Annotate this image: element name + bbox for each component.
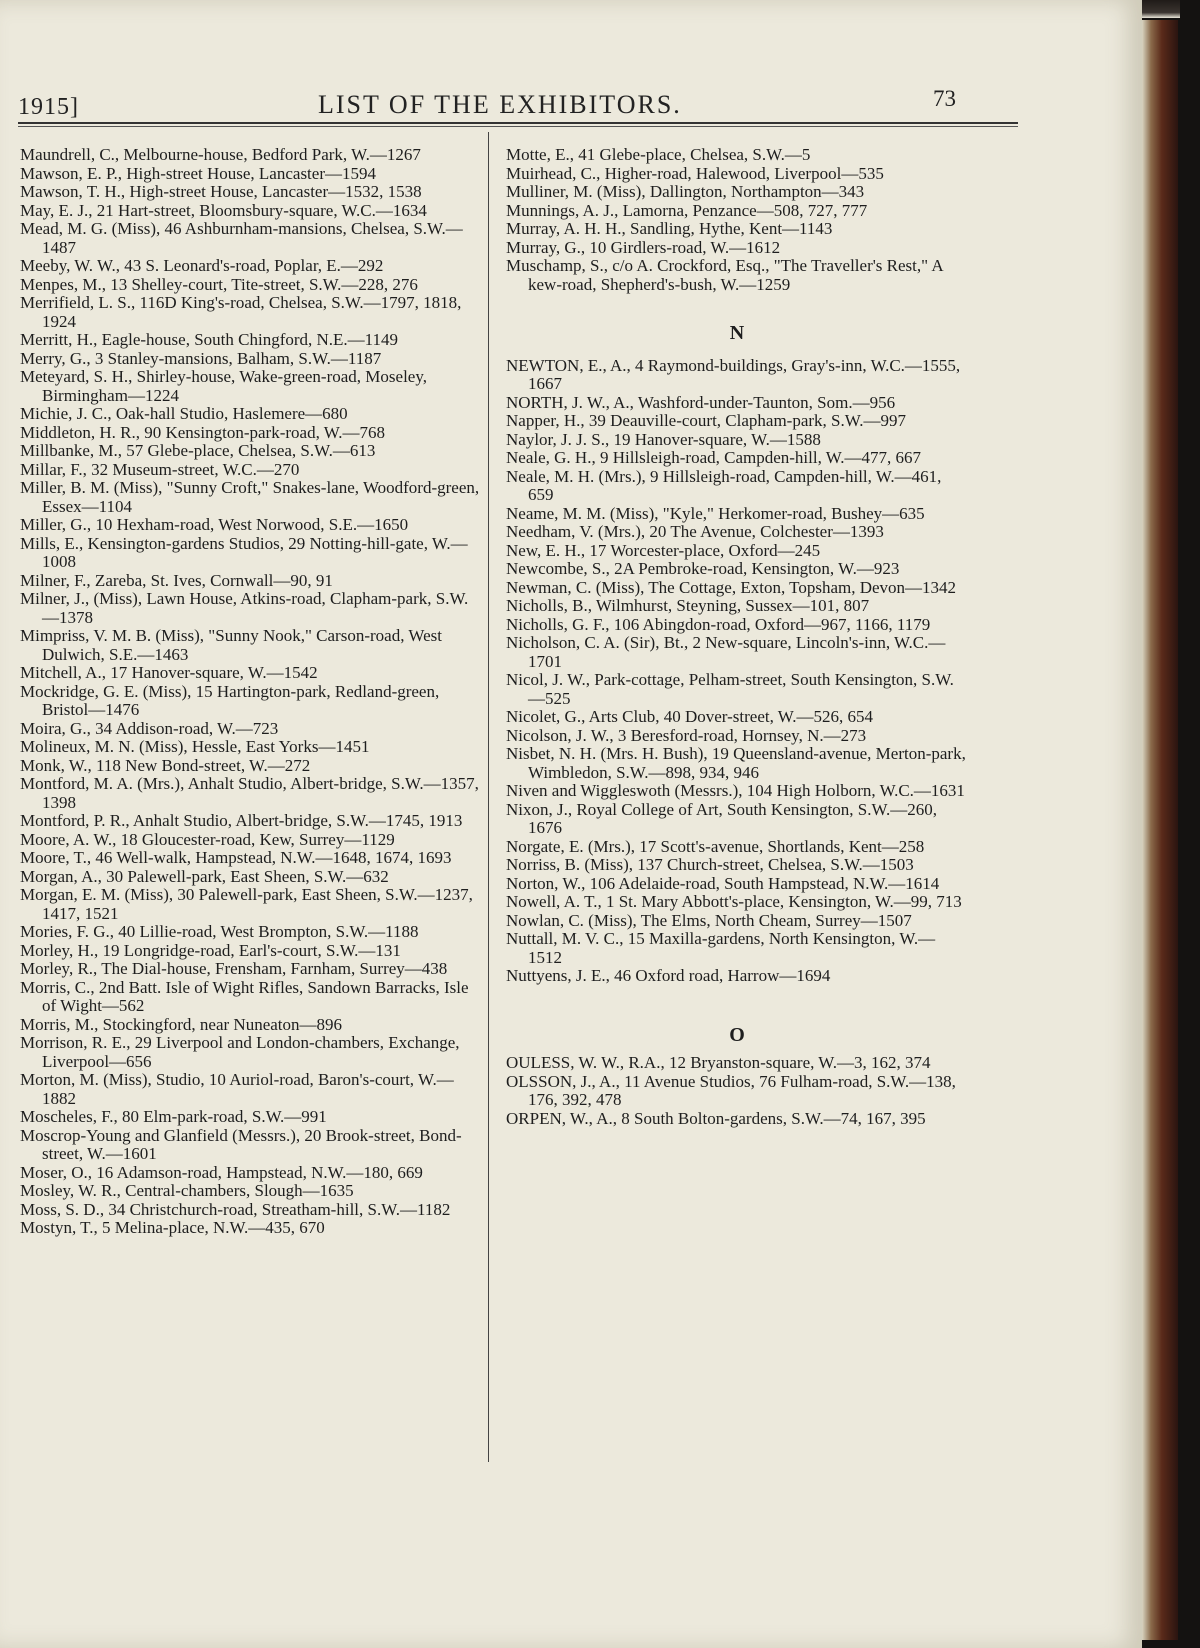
exhibitor-entry: OLSSON, J., A., 11 Avenue Studios, 76 Fulham-road, S.W.—138, 176, 392, 478 <box>506 1071 956 1109</box>
exhibitor-entry: OULESS, W. W., R.A., 12 Bryanston-square, W.—3, 162, 374 <box>506 1053 931 1072</box>
exhibitor-entry: Munnings, A. J., Lamorna, Penzance—508, 727, 777 <box>506 200 868 220</box>
exhibitor-entry: Nisbet, N. H. (Mrs. H. Bush), 19 Queensland-avenue, Merton-park, Wimbledon, S.W.—898, 934, 946 <box>506 744 966 782</box>
exhibitor-entry: Mulliner, M. (Miss), Dallington, Northampton—343 <box>506 182 865 201</box>
exhibitor-entry: ORPEN, W., A., 8 South Bolton-gardens, S.W.—74, 167, 395 <box>506 1108 926 1128</box>
exhibitor-entry: Mimpriss, V. M. B. (Miss), "Sunny Nook," Carson-road, West Dulwich, S.E.—1463 <box>20 626 442 664</box>
exhibitor-entry: Neale, M. H. (Mrs.), 9 Hillsleigh-road, Campden-hill, W.—461, 659 <box>506 466 942 504</box>
exhibitor-entry: Naylor, J. J. S., 19 Hanover-square, W.—1588 <box>506 429 821 449</box>
exhibitor-entry: Norton, W., 106 Adelaide-road, South Hampstead, N.W.—1614 <box>506 873 940 893</box>
exhibitor-entry: Nowell, A. T., 1 St. Mary Abbott's-place, Kensington, W.—99, 713 <box>506 892 962 911</box>
exhibitor-entry: Menpes, M., 13 Shelley-court, Tite-street, S.W.—228, 276 <box>20 274 418 294</box>
exhibitor-entry: Norgate, E. (Mrs.), 17 Scott's-avenue, Shortlands, Kent—258 <box>506 836 925 856</box>
page-header <box>18 86 1018 126</box>
exhibitor-entry: Molineux, M. N. (Miss), Hessle, East Yorks—1451 <box>20 737 370 756</box>
header-title: LIST OF THE EXHIBITORS. <box>318 90 682 119</box>
exhibitor-entry: Muschamp, S., c/o A. Crockford, Esq., "The Traveller's Rest," A kew-road, Shepherd's-bush, W.—1259 <box>506 256 943 294</box>
exhibitor-entry: Millbanke, M., 57 Glebe-place, Chelsea, S.W.—613 <box>20 441 376 460</box>
exhibitor-entry: Neale, G. H., 9 Hillsleigh-road, Campden-hill, W.—477, 667 <box>506 448 922 467</box>
exhibitor-entry: Mostyn, T., 5 Melina-place, N.W.—435, 670 <box>20 1218 325 1237</box>
left-column <box>20 146 482 1238</box>
exhibitor-entry: Morton, M. (Miss), Studio, 10 Auriol-road, Baron's-court, W.—1882 <box>20 1070 454 1108</box>
exhibitor-entry: Nicolet, G., Arts Club, 40 Dover-street, W.—526, 654 <box>506 707 874 726</box>
exhibitor-entry: Nowlan, C. (Miss), The Elms, North Cheam, Surrey—1507 <box>506 910 912 930</box>
exhibitor-entry: Milner, F., Zareba, St. Ives, Cornwall—90, 91 <box>20 570 333 590</box>
exhibitor-entry: Merry, G., 3 Stanley-mansions, Balham, S.W.—1187 <box>20 348 382 368</box>
exhibitor-entry: Morris, M., Stockingford, near Nuneaton—896 <box>20 1014 343 1034</box>
exhibitor-entry: Merritt, H., Eagle-house, South Chingford, N.E.—1149 <box>20 330 399 349</box>
exhibitor-entry: Mitchell, A., 17 Hanover-square, W.—1542 <box>20 663 318 682</box>
exhibitor-entry: Nuttyens, J. E., 46 Oxford road, Harrow—1694 <box>506 966 831 985</box>
exhibitor-entry: Moscrop-Young and Glanfield (Messrs.), 20 Brook-street, Bond-street, W.—1601 <box>20 1125 462 1163</box>
exhibitor-entry: Merrifield, L. S., 116D King's-road, Chelsea, S.W.—1797, 1818, 1924 <box>20 293 462 331</box>
exhibitor-entry: Newman, C. (Miss), The Cottage, Exton, Topsham, Devon—1342 <box>506 577 957 597</box>
exhibitor-entry: Mawson, T. H., High-street House, Lancaster—1532, 1538 <box>20 182 422 201</box>
page-number: 73 <box>933 86 956 111</box>
exhibitor-entry: Middleton, H. R., 90 Kensington-park-road, W.—768 <box>20 422 385 442</box>
book-spine-gutter <box>1142 20 1178 1640</box>
exhibitor-entry: Mills, E., Kensington-gardens Studios, 29 Notting-hill-gate, W.—1008 <box>20 533 468 571</box>
exhibitor-entry: Monk, W., 118 New Bond-street, W.—272 <box>20 755 311 775</box>
exhibitor-entry: NEWTON, E., A., 4 Raymond-buildings, Gray's-inn, W.C.—1555, 1667 <box>506 355 961 393</box>
exhibitor-entry: Neame, M. M. (Miss), "Kyle," Herkomer-road, Bushey—635 <box>506 503 925 523</box>
exhibitor-entry: Moscheles, F., 80 Elm-park-road, S.W.—991 <box>20 1107 327 1126</box>
exhibitor-entry: New, E. H., 17 Worcester-place, Oxford—245 <box>506 540 821 560</box>
exhibitor-entry: Moss, S. D., 34 Christchurch-road, Streatham-hill, S.W.—1182 <box>20 1199 451 1219</box>
exhibitor-entry: May, E. J., 21 Hart-street, Bloomsbury-square, W.C.—1634 <box>20 200 427 220</box>
exhibitor-entry: Nuttall, M. V. C., 15 Maxilla-gardens, North Kensington, W.—1512 <box>506 929 936 967</box>
exhibitor-entry: Michie, J. C., Oak-hall Studio, Haslemere—680 <box>20 404 348 423</box>
exhibitor-entry: Morgan, A., 30 Palewell-park, East Sheen, S.W.—632 <box>20 866 389 886</box>
exhibitor-entry: Moore, A. W., 18 Gloucester-road, Kew, Surrey—1129 <box>20 829 395 849</box>
exhibitor-entry: Nixon, J., Royal College of Art, South Kensington, S.W.—260, 1676 <box>506 799 937 837</box>
exhibitor-entry: Morris, C., 2nd Batt. Isle of Wight Rifles, Sandown Barracks, Isle of Wight—562 <box>20 977 469 1015</box>
right-top-entries <box>506 146 968 294</box>
exhibitor-entry: Maundrell, C., Melbourne-house, Bedford Park, W.—1267 <box>20 145 421 164</box>
exhibitor-entry: Motte, E., 41 Glebe-place, Chelsea, S.W.—5 <box>506 145 811 164</box>
exhibitor-entry: Morley, H., 19 Longridge-road, Earl's-court, S.W.—131 <box>20 940 401 960</box>
section-n-entries <box>506 357 968 986</box>
exhibitor-entry: Nicol, J. W., Park-cottage, Pelham-street, South Kensington, S.W.—525 <box>506 670 954 708</box>
exhibitor-entry: Murray, A. H. H., Sandling, Hythe, Kent—1143 <box>506 219 833 238</box>
exhibitor-entry: Moser, O., 16 Adamson-road, Hampstead, N.W.—180, 669 <box>20 1162 423 1182</box>
header-year: 1915] <box>18 94 79 120</box>
exhibitor-entry: Moira, G., 34 Addison-road, W.—723 <box>20 718 279 738</box>
exhibitor-entry: Moore, T., 46 Well-walk, Hampstead, N.W.—1648, 1674, 1693 <box>20 848 452 867</box>
section-letter-o: O <box>729 1023 745 1046</box>
exhibitor-entry: Millar, F., 32 Museum-street, W.C.—270 <box>20 459 300 479</box>
column-divider <box>488 132 489 1462</box>
exhibitor-entry: Norriss, B. (Miss), 137 Church-street, Chelsea, S.W.—1503 <box>506 855 914 874</box>
exhibitor-entry: Morrison, R. E., 29 Liverpool and London-chambers, Exchange, Liverpool—656 <box>20 1033 460 1071</box>
exhibitor-entry: Nicholls, B., Wilmhurst, Steyning, Sussex—101, 807 <box>506 596 870 615</box>
right-column <box>506 146 968 1128</box>
exhibitor-entry: Murray, G., 10 Girdlers-road, W.—1612 <box>506 237 781 257</box>
exhibitor-entry: Miller, G., 10 Hexham-road, West Norwood, S.E.—1650 <box>20 515 409 534</box>
exhibitor-entry: Nicolson, J. W., 3 Beresford-road, Hornsey, N.—273 <box>506 725 867 745</box>
exhibitor-entry: Morley, R., The Dial-house, Frensham, Farnham, Surrey—438 <box>20 959 448 978</box>
exhibitor-entry: Newcombe, S., 2A Pembroke-road, Kensington, W.—923 <box>506 559 900 578</box>
exhibitor-entry: Muirhead, C., Higher-road, Halewood, Liverpool—535 <box>506 163 884 183</box>
exhibitor-entry: Meteyard, S. H., Shirley-house, Wake-green-road, Moseley, Birmingham—1224 <box>20 367 427 405</box>
exhibitor-entry: Meeby, W. W., 43 S. Leonard's-road, Poplar, E.—292 <box>20 256 384 275</box>
header-rule <box>18 122 1018 124</box>
exhibitor-entry: NORTH, J. W., A., Washford-under-Taunton, Som.—956 <box>506 392 896 412</box>
exhibitor-entry: Mead, M. G. (Miss), 46 Ashburnham-mansions, Chelsea, S.W.—1487 <box>20 219 463 257</box>
exhibitor-entry: Montford, M. A. (Mrs.), Anhalt Studio, Albert-bridge, S.W.—1357, 1398 <box>20 774 479 812</box>
exhibitor-entry: Nicholls, G. F., 106 Abingdon-road, Oxford—967, 1166, 1179 <box>506 614 931 634</box>
exhibitor-entry: Morgan, E. M. (Miss), 30 Palewell-park, East Sheen, S.W.—1237, 1417, 1521 <box>20 885 473 923</box>
exhibitor-entry: Nicholson, C. A. (Sir), Bt., 2 New-square, Lincoln's-inn, W.C.—1701 <box>506 633 946 671</box>
exhibitor-entry: Montford, P. R., Anhalt Studio, Albert-bridge, S.W.—1745, 1913 <box>20 811 463 830</box>
exhibitor-entry: Mockridge, G. E. (Miss), 15 Hartington-park, Redland-green, Bristol—1476 <box>20 681 440 719</box>
exhibitor-entry: Mosley, W. R., Central-chambers, Slough—1635 <box>20 1181 354 1200</box>
exhibitor-entry: Milner, J., (Miss), Lawn House, Atkins-road, Clapham-park, S.W.—1378 <box>20 589 469 627</box>
section-o-entries <box>506 1054 968 1128</box>
exhibitor-entry: Napper, H., 39 Deauville-court, Clapham-park, S.W.—997 <box>506 411 906 430</box>
header-rule-thin <box>18 126 1018 127</box>
exhibitor-entry: Niven and Wiggleswoth (Messrs.), 104 High Holborn, W.C.—1631 <box>506 781 965 800</box>
exhibitor-entry: Mawson, E. P., High-street House, Lancaster—1594 <box>20 163 376 183</box>
exhibitor-entry: Mories, F. G., 40 Lillie-road, West Brompton, S.W.—1188 <box>20 922 419 941</box>
exhibitor-entry: Miller, B. M. (Miss), "Sunny Croft," Snakes-lane, Woodford-green, Essex—1104 <box>20 478 480 516</box>
section-letter-n: N <box>729 322 745 344</box>
exhibitor-entry: Needham, V. (Mrs.), 20 The Avenue, Colchester—1393 <box>506 522 884 541</box>
